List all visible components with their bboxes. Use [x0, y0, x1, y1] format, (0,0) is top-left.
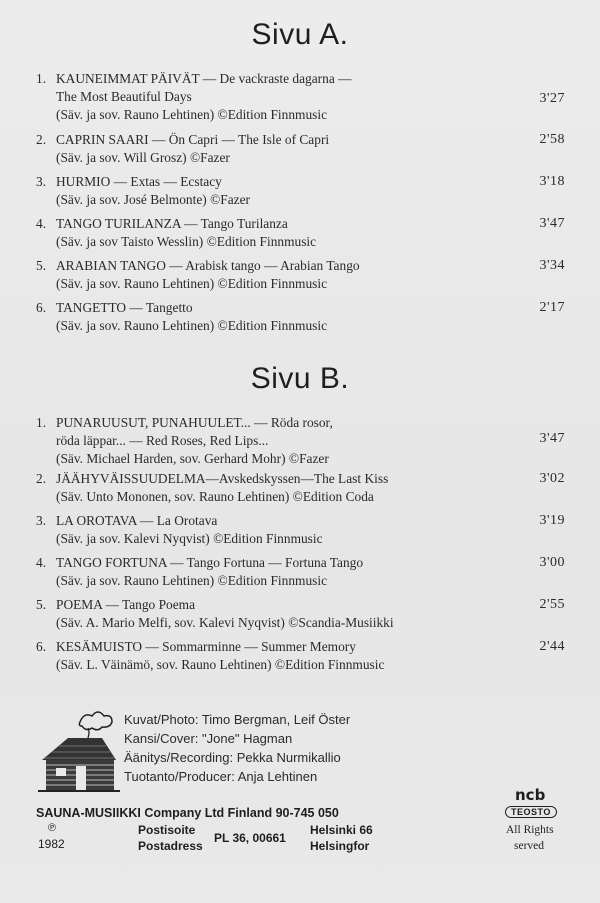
track-number: 3.	[36, 174, 47, 189]
track-credit: (Säv. L. Väinämö, sov. Rauno Lehtinen) ©Edition Finnmusic	[56, 657, 385, 672]
side-a-tracklist	[36, 70, 571, 341]
track-duration: 3'27	[539, 91, 565, 106]
track-duration: 3'18	[539, 174, 565, 189]
track-a2	[36, 131, 571, 173]
credit-photo: Kuvat/Photo: Timo Bergman, Leif Öster	[124, 712, 351, 727]
track-title: KESÄMUISTO — Sommarminne — Summer Memory	[56, 639, 356, 654]
credit-producer: Tuotanto/Producer: Anja Lehtinen	[124, 769, 318, 784]
track-number: 4.	[36, 555, 47, 570]
track-credit: (Säv. Unto Mononen, sov. Rauno Lehtinen) ©Edition Coda	[56, 489, 374, 504]
track-title: PUNARUUSUT, PUNAHUULET... — Röda rosor,	[56, 415, 333, 430]
track-subtitle: röda läppar... — Red Roses, Red Lips...	[56, 433, 269, 448]
track-duration: 3'02	[539, 471, 565, 486]
track-number: 5.	[36, 258, 47, 273]
teosto-logo: TEOSTO	[505, 806, 557, 818]
track-number: 6.	[36, 300, 47, 315]
track-duration: 2'44	[539, 639, 565, 654]
track-a6	[36, 299, 571, 341]
ncb-logo: ncb	[515, 786, 546, 804]
track-title: POEMA — Tango Poema	[56, 597, 196, 612]
release-year: 1982	[38, 837, 65, 851]
track-duration: 2'55	[539, 597, 565, 612]
track-title: HURMIO — Extas — Ecstacy	[56, 174, 222, 189]
track-b2	[36, 470, 571, 512]
credits-block	[124, 710, 350, 786]
track-duration: 3'47	[539, 431, 565, 446]
track-credit: (Säv. ja sov. Will Grosz) ©Fazer	[56, 150, 230, 165]
track-number: 6.	[36, 639, 47, 654]
track-credit: (Säv. ja sov. José Belmonte) ©Fazer	[56, 192, 250, 207]
po-box: PL 36, 00661	[214, 831, 286, 845]
track-duration: 2'58	[539, 132, 565, 147]
track-credit: (Säv. ja sov. Kalevi Nyqvist) ©Edition Finnmusic	[56, 531, 323, 546]
track-number: 1.	[36, 415, 47, 430]
track-a1	[36, 70, 571, 124]
track-title: TANGO FORTUNA — Tango Fortuna — Fortuna Tango	[56, 555, 364, 570]
track-credit: (Säv. ja sov. Rauno Lehtinen) ©Edition Finnmusic	[56, 107, 328, 122]
side-a-title: Sivu A.	[251, 18, 349, 51]
track-credit: (Säv. ja sov. Rauno Lehtinen) ©Edition Finnmusic	[56, 573, 328, 588]
track-b4	[36, 554, 571, 596]
track-credit: (Säv. ja sov. Rauno Lehtinen) ©Edition Finnmusic	[56, 318, 328, 333]
track-number: 2.	[36, 132, 47, 147]
track-number: 1.	[36, 71, 47, 86]
track-number: 4.	[36, 216, 47, 231]
track-title: KAUNEIMMAT PÄIVÄT — De vackraste dagarna —	[56, 71, 352, 86]
track-credit: (Säv. ja sov. Rauno Lehtinen) ©Edition Finnmusic	[56, 276, 328, 291]
track-b3	[36, 512, 571, 554]
track-credit: (Säv. Michael Harden, sov. Gerhard Mohr) ©Fazer	[56, 451, 329, 466]
track-title: LA OROTAVA — La Orotava	[56, 513, 218, 528]
city-helsingfor: Helsingfor	[310, 839, 370, 853]
track-title: CAPRIN SAARI — Ön Capri — The Isle of Capri	[56, 132, 330, 147]
track-a5	[36, 257, 571, 299]
track-a3	[36, 173, 571, 215]
track-title: ARABIAN TANGO — Arabisk tango — Arabian Tango	[56, 258, 360, 273]
side-b-tracklist	[36, 414, 571, 680]
track-subtitle: The Most Beautiful Days	[56, 89, 192, 104]
side-b-title: Sivu B.	[250, 362, 350, 395]
track-duration: 2'17	[539, 300, 565, 315]
track-duration: 3'47	[539, 216, 565, 231]
credit-recording: Äänitys/Recording: Pekka Nurmikallio	[124, 750, 341, 765]
track-title: TANGO TURILANZA — Tango Turilanza	[56, 216, 288, 231]
track-duration: 3'19	[539, 513, 565, 528]
track-title: JÄÄHYVÄISSUUDELMA—Avskedskyssen—The Last Kiss	[56, 471, 389, 486]
track-title: TANGETTO — Tangetto	[56, 300, 193, 315]
track-number: 3.	[36, 513, 47, 528]
track-credit: (Säv. ja sov Taisto Wesslin) ©Edition Finnmusic	[56, 234, 317, 249]
track-number: 5.	[36, 597, 47, 612]
credit-cover: Kansi/Cover: "Jone" Hagman	[124, 731, 293, 746]
city-helsinki: Helsinki 66	[310, 823, 373, 837]
track-number: 2.	[36, 471, 47, 486]
track-duration: 3'00	[539, 555, 565, 570]
company-name: SAUNA-MUSIIKKI Company Ltd Finland 90-745 050	[36, 806, 339, 820]
track-b1	[36, 414, 571, 468]
track-b6	[36, 638, 571, 680]
rights-text-line2: served	[514, 840, 545, 852]
track-duration: 3'34	[539, 258, 565, 273]
track-credit: (Säv. A. Mario Melfi, sov. Kalevi Nyqvist) ©Scandia-Musiikki	[56, 615, 394, 630]
track-a4	[36, 215, 571, 257]
phonogram-mark: ℗	[48, 822, 57, 834]
rights-text-line1: All Rights	[506, 824, 554, 836]
sauna-house-logo-icon	[38, 702, 120, 794]
postisoite-label: Postisoite	[138, 823, 196, 837]
postadress-label: Postadress	[138, 839, 203, 853]
track-b5	[36, 596, 571, 638]
